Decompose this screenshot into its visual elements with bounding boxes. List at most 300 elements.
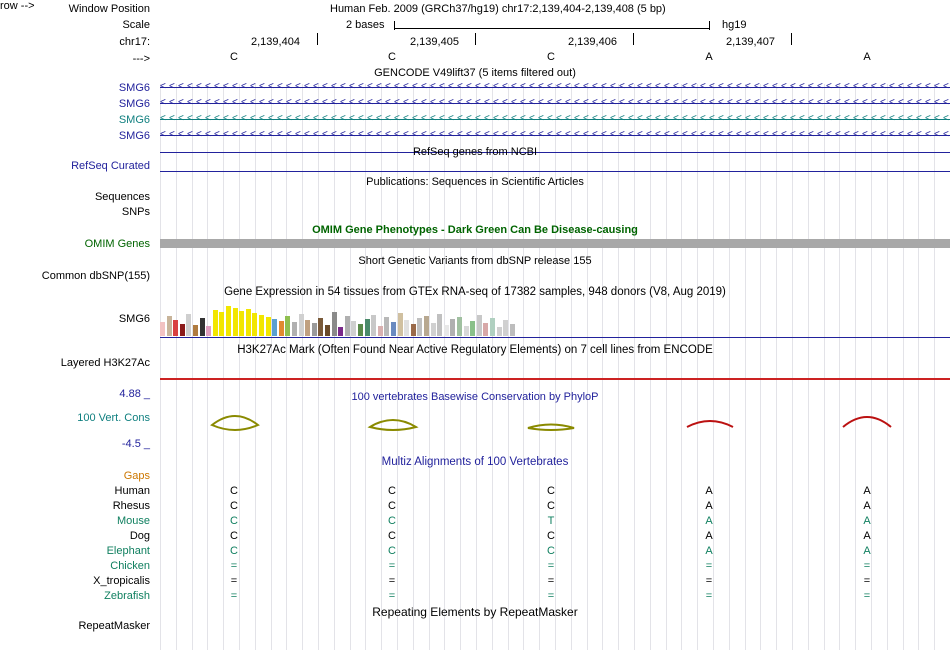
gtex-tissue-bar[interactable] (259, 315, 264, 336)
phylop-track-title: 100 vertebrates Basewise Conservation by PhyloP (351, 391, 599, 403)
gtex-tissue-bar[interactable] (431, 323, 436, 336)
strand-arrow-icon: < (718, 97, 724, 108)
strand-arrow-icon: < (601, 129, 607, 140)
strand-arrow-icon: < (241, 97, 247, 108)
strand-arrow-icon: < (520, 81, 526, 92)
gtex-tissue-bar[interactable] (279, 321, 284, 336)
strand-arrow-icon: < (880, 97, 886, 108)
strand-arrow-icon: < (880, 81, 886, 92)
scale-label: Scale (122, 19, 150, 31)
strand-arrow-icon: < (592, 81, 598, 92)
strand-arrow-icon: < (178, 113, 184, 124)
strand-arrow-icon: < (601, 113, 607, 124)
strand-arrow-icon: < (574, 113, 580, 124)
gtex-tissue-bar[interactable] (424, 316, 429, 336)
multiz-base: T (547, 515, 555, 527)
multiz-species-label[interactable]: Zebrafish (104, 590, 150, 602)
grid-line (476, 84, 477, 650)
strand-arrow-icon: < (574, 81, 580, 92)
gtex-tissue-bar[interactable] (272, 319, 277, 336)
h3k27ac-label[interactable]: Layered H3K27Ac (60, 357, 150, 369)
gtex-tissue-bar[interactable] (233, 308, 238, 336)
strand-arrow-icon: < (529, 113, 535, 124)
strand-arrow-icon: < (313, 129, 319, 140)
strand-arrow-icon: < (520, 129, 526, 140)
gtex-tissue-bar[interactable] (404, 320, 409, 336)
multiz-base: C (230, 485, 238, 497)
strand-arrow-icon: < (223, 113, 229, 124)
strand-arrow-icon: < (808, 129, 814, 140)
gtex-tissue-bar[interactable] (503, 320, 508, 336)
gtex-tissue-bar[interactable] (391, 322, 396, 336)
strand-arrow-icon: < (691, 129, 697, 140)
gtex-tissue-bar[interactable] (490, 318, 495, 336)
strand-arrow-icon: < (484, 81, 490, 92)
strand-arrow-icon: < (277, 97, 283, 108)
strand-arrow-icon: < (943, 81, 949, 92)
dbsnp-track-title: Short Genetic Variants from dbSNP release 155 (358, 255, 592, 267)
gtex-tissue-bar[interactable] (193, 325, 198, 336)
strand-arrow-icon: < (286, 97, 292, 108)
multiz-base: = (230, 560, 238, 572)
strand-arrow-icon: < (583, 113, 589, 124)
strand-arrow-icon: < (250, 81, 256, 92)
grid-line (634, 84, 635, 650)
strand-arrow-icon: < (448, 97, 454, 108)
multiz-species-label[interactable]: Rhesus (112, 500, 150, 512)
gtex-tissue-bar[interactable] (358, 324, 363, 336)
strand-arrow-icon: < (277, 129, 283, 140)
strand-arrow-icon: < (340, 81, 346, 92)
phylop-label[interactable]: 100 Vert. Cons (77, 412, 150, 424)
phylop-conservation-plot[interactable] (160, 405, 950, 440)
strand-arrow-icon: < (160, 97, 166, 108)
strand-arrow-icon: < (421, 81, 427, 92)
gtex-tissue-bar[interactable] (497, 327, 502, 336)
assembly-title: Human Feb. 2009 (GRCh37/hg19) chr17:2,139,404-2,139,408 (5 bp) (330, 3, 666, 15)
strand-arrow-icon: < (214, 129, 220, 140)
strand-arrow-icon: < (223, 97, 229, 108)
gaps-label[interactable]: Gaps (123, 470, 150, 482)
gtex-tissue-bar[interactable] (213, 310, 218, 336)
multiz-base: = (863, 560, 871, 572)
multiz-base: = (705, 590, 713, 602)
strand-arrow-icon: < (745, 129, 751, 140)
ruler-base: A (705, 51, 713, 63)
strand-arrow-icon: < (691, 113, 697, 124)
multiz-base: = (547, 590, 555, 602)
strand-arrow-icon: < (943, 97, 949, 108)
multiz-base: C (388, 485, 396, 497)
gtex-tissue-bar[interactable] (173, 320, 178, 336)
h3k27ac-baseline (160, 378, 950, 380)
strand-arrow-icon: < (835, 113, 841, 124)
gtex-tissue-bar[interactable] (365, 319, 370, 336)
strand-arrow-icon: < (898, 81, 904, 92)
multiz-species-label[interactable]: Dog (129, 530, 150, 542)
strand-arrow-icon: < (322, 113, 328, 124)
strand-arrow-icon: < (385, 81, 391, 92)
gtex-tissue-bar[interactable] (417, 318, 422, 336)
strand-arrow-icon: < (763, 81, 769, 92)
strand-arrow-icon: < (709, 81, 715, 92)
strand-arrow-icon: < (772, 97, 778, 108)
gtex-baseline (160, 337, 950, 338)
multiz-species-label[interactable]: Mouse (116, 515, 150, 527)
grid-line (255, 84, 256, 650)
strand-arrow-icon: < (844, 81, 850, 92)
gtex-tissue-bar[interactable] (371, 315, 376, 336)
strand-arrow-icon: < (457, 81, 463, 92)
strand-arrow-icon: < (898, 113, 904, 124)
strand-arrow-icon: < (502, 97, 508, 108)
gtex-tissue-bar[interactable] (457, 317, 462, 336)
gtex-tissue-bar[interactable] (470, 321, 475, 336)
strand-arrow-icon: < (889, 113, 895, 124)
multiz-base: = (863, 590, 871, 602)
strand-arrow-icon: < (457, 113, 463, 124)
strand-arrow-icon: < (286, 113, 292, 124)
strand-arrow-icon: < (358, 97, 364, 108)
gtex-tissue-bar[interactable] (206, 326, 211, 336)
strand-arrow-icon: < (556, 113, 562, 124)
strand-arrow-icon: < (610, 113, 616, 124)
strand-arrow-icon: < (664, 113, 670, 124)
gtex-tissue-bar[interactable] (299, 314, 304, 336)
strand-arrow-icon: < (835, 81, 841, 92)
gtex-tissue-bar[interactable] (437, 314, 442, 336)
strand-arrow-icon: < (673, 129, 679, 140)
gtex-tissue-bar[interactable] (252, 313, 257, 336)
strand-arrow-icon: < (808, 97, 814, 108)
strand-arrow-icon: < (169, 113, 175, 124)
strand-arrow-icon: < (196, 113, 202, 124)
multiz-track-title: Multiz Alignments of 100 Vertebrates (381, 456, 569, 468)
strand-arrow-icon: < (349, 113, 355, 124)
strand-arrow-icon: < (196, 81, 202, 92)
gtex-tissue-bar[interactable] (398, 313, 403, 336)
gtex-tissue-bar[interactable] (292, 322, 297, 336)
strand-arrow-icon: < (736, 81, 742, 92)
scale-bar (394, 28, 710, 29)
omim-track-title: OMIM Gene Phenotypes - Dark Green Can Be Disease-causing (312, 224, 638, 236)
strand-arrow-icon: < (934, 97, 940, 108)
strand-arrow-icon: < (232, 81, 238, 92)
strand-arrow-icon: < (835, 129, 841, 140)
strand-arrow-icon: < (421, 129, 427, 140)
multiz-base: C (230, 545, 238, 557)
repeatmasker-label[interactable]: RepeatMasker (78, 620, 150, 632)
strand-arrow-icon: < (178, 129, 184, 140)
strand-arrow-icon: < (268, 113, 274, 124)
strand-arrow-icon: < (601, 97, 607, 108)
strand-arrow-icon: < (466, 113, 472, 124)
multiz-base: C (388, 530, 396, 542)
strand-arrow-icon: < (943, 113, 949, 124)
gtex-tissue-bar[interactable] (332, 312, 337, 336)
strand-arrow-icon: < (232, 113, 238, 124)
strand-arrow-icon: < (538, 97, 544, 108)
strand-arrow-icon: < (547, 113, 553, 124)
strand-arrow-icon: < (421, 97, 427, 108)
strand-arrow-icon: < (358, 113, 364, 124)
strand-arrow-icon: < (250, 113, 256, 124)
strand-arrow-icon: < (772, 113, 778, 124)
multiz-base: A (705, 530, 713, 542)
strand-arrow-icon: < (331, 113, 337, 124)
strand-arrow-icon: < (583, 81, 589, 92)
strand-arrow-icon: < (160, 81, 166, 92)
omim-genes-label[interactable]: OMIM Genes (84, 238, 150, 250)
strand-arrow-icon: < (844, 97, 850, 108)
strand-arrow-icon: < (691, 97, 697, 108)
multiz-base: C (388, 500, 396, 512)
multiz-base: C (547, 545, 555, 557)
multiz-species-label[interactable]: X_tropicalis (93, 575, 150, 587)
strand-arrow-icon: < (916, 113, 922, 124)
gtex-tissue-bar[interactable] (219, 312, 224, 336)
gtex-tissue-bar[interactable] (464, 326, 469, 336)
strand-arrow-icon: < (313, 81, 319, 92)
strand-arrow-icon: < (223, 81, 229, 92)
publications-baseline (160, 171, 950, 172)
strand-arrow-icon: < (412, 97, 418, 108)
grid-line (365, 84, 366, 650)
strand-arrow-icon: < (754, 97, 760, 108)
strand-arrow-icon: < (205, 97, 211, 108)
strand-arrow-icon: < (727, 97, 733, 108)
strand-arrow-icon: < (934, 81, 940, 92)
gtex-tissue-bar[interactable] (266, 317, 271, 336)
strand-arrow-icon: < (898, 129, 904, 140)
strand-arrow-icon: < (502, 129, 508, 140)
strand-arrow-icon: < (709, 129, 715, 140)
strand-arrow-icon: < (556, 97, 562, 108)
strand-label: ---> (132, 53, 150, 65)
multiz-species-label[interactable]: Elephant (106, 545, 150, 557)
gtex-tissue-bar[interactable] (305, 320, 310, 336)
strand-arrow-icon: < (457, 129, 463, 140)
gencode-row-label[interactable]: SMG6 (118, 130, 150, 142)
strand-arrow-icon: < (394, 113, 400, 124)
gtex-tissue-bar[interactable] (239, 311, 244, 336)
strand-arrow-icon: < (349, 129, 355, 140)
strand-arrow-icon: < (169, 81, 175, 92)
multiz-base: A (705, 545, 713, 557)
h3k27ac-track-title: H3K27Ac Mark (Often Found Near Active Regulatory Elements) on 7 cell lines from ENCODE (237, 344, 713, 356)
multiz-base: C (388, 545, 396, 557)
strand-arrow-icon: < (412, 81, 418, 92)
strand-arrow-icon: < (412, 113, 418, 124)
grid-line (334, 84, 335, 650)
gtex-tissue-bar[interactable] (411, 324, 416, 336)
gtex-tissue-bar[interactable] (483, 323, 488, 336)
strand-arrow-icon: < (934, 113, 940, 124)
refseq-label[interactable]: RefSeq Curated (71, 160, 150, 172)
strand-arrow-icon: < (673, 97, 679, 108)
grid-line (318, 84, 319, 650)
strand-arrow-icon: < (871, 129, 877, 140)
strand-arrow-icon: < (889, 129, 895, 140)
strand-arrow-icon: < (673, 81, 679, 92)
strand-arrow-icon: < (619, 129, 625, 140)
grid-line (903, 84, 904, 650)
grid-line (681, 84, 682, 650)
multiz-base: A (863, 545, 871, 557)
strand-arrow-icon: < (862, 81, 868, 92)
strand-arrow-icon: < (520, 97, 526, 108)
strand-arrow-icon: < (538, 129, 544, 140)
strand-arrow-icon: < (187, 81, 193, 92)
strand-arrow-icon: < (889, 81, 895, 92)
multiz-species-label[interactable]: Human (114, 485, 150, 497)
gencode-row-label[interactable]: SMG6 (118, 82, 150, 94)
multiz-species-label[interactable]: Chicken (110, 560, 150, 572)
strand-arrow-icon: < (547, 129, 553, 140)
strand-arrow-icon: < (547, 97, 553, 108)
gtex-tissue-bar[interactable] (186, 314, 191, 336)
strand-arrow-icon: < (907, 97, 913, 108)
gtex-tissue-bar[interactable] (444, 325, 449, 336)
gtex-expression-bars[interactable] (160, 296, 560, 336)
strand-arrow-icon: < (412, 129, 418, 140)
gtex-tissue-bar[interactable] (246, 309, 251, 336)
gtex-tissue-bar[interactable] (318, 318, 323, 336)
gtex-tissue-bar[interactable] (312, 323, 317, 336)
strand-arrow-icon: < (331, 129, 337, 140)
strand-arrow-icon: < (547, 81, 553, 92)
multiz-base: A (705, 515, 713, 527)
gtex-tissue-bar[interactable] (450, 319, 455, 336)
strand-arrow-icon: < (799, 97, 805, 108)
multiz-base: A (863, 500, 871, 512)
strand-arrow-icon: < (853, 81, 859, 92)
multiz-base: A (705, 500, 713, 512)
strand-arrow-icon: < (610, 81, 616, 92)
strand-arrow-icon: < (466, 97, 472, 108)
strand-arrow-icon: < (556, 129, 562, 140)
strand-arrow-icon: < (394, 129, 400, 140)
strand-arrow-icon: < (925, 97, 931, 108)
grid-line (918, 84, 919, 650)
strand-arrow-icon: < (853, 129, 859, 140)
gencode-row-label[interactable]: SMG6 (118, 98, 150, 110)
strand-arrow-icon: < (358, 129, 364, 140)
strand-arrow-icon: < (601, 81, 607, 92)
grid-line (460, 84, 461, 650)
strand-arrow-icon: < (403, 81, 409, 92)
strand-arrow-icon: < (241, 81, 247, 92)
grid-line (413, 84, 414, 650)
gencode-row-label[interactable]: SMG6 (118, 114, 150, 126)
strand-arrow-icon: < (637, 129, 643, 140)
strand-arrow-icon: < (799, 81, 805, 92)
strand-arrow-icon: < (385, 129, 391, 140)
gtex-track-title: Gene Expression in 54 tissues from GTEx RNA-seq of 17382 samples, 948 donors (V8, Aug 2019) (224, 286, 726, 298)
strand-arrow-icon: < (718, 81, 724, 92)
snps-label[interactable]: SNPs (121, 206, 150, 218)
strand-arrow-icon: < (646, 97, 652, 108)
strand-arrow-icon: < (340, 97, 346, 108)
strand-arrow-icon: < (268, 129, 274, 140)
strand-arrow-icon: < (880, 113, 886, 124)
gtex-tissue-bar[interactable] (285, 316, 290, 336)
gtex-tissue-bar[interactable] (345, 316, 350, 336)
gtex-tissue-bar[interactable] (384, 317, 389, 336)
grid-line (160, 84, 161, 650)
publications-track-title: Publications: Sequences in Scientific Articles (366, 176, 584, 188)
strand-arrow-icon: < (898, 97, 904, 108)
sequences-label[interactable]: Sequences (94, 191, 150, 203)
strand-arrow-icon: < (484, 97, 490, 108)
gtex-tissue-bar[interactable] (200, 318, 205, 336)
gtex-gene-label[interactable]: SMG6 (118, 313, 150, 325)
strand-arrow-icon: < (394, 81, 400, 92)
strand-arrow-icon: < (214, 113, 220, 124)
strand-arrow-icon: < (682, 113, 688, 124)
strand-arrow-icon: < (583, 129, 589, 140)
strand-arrow-icon: < (403, 113, 409, 124)
grid-line (508, 84, 509, 650)
strand-arrow-icon: < (214, 81, 220, 92)
strand-arrow-icon: < (727, 81, 733, 92)
grid-line (697, 84, 698, 650)
strand-arrow-icon: < (448, 129, 454, 140)
strand-arrow-icon: < (664, 81, 670, 92)
strand-arrow-icon: < (772, 129, 778, 140)
strand-arrow-icon: < (727, 113, 733, 124)
gtex-tissue-bar[interactable] (477, 315, 482, 336)
strand-arrow-icon: < (250, 129, 256, 140)
strand-arrow-icon: < (304, 97, 310, 108)
chrom-label: chr17: (119, 36, 150, 48)
strand-arrow-icon: < (682, 81, 688, 92)
gtex-tissue-bar[interactable] (510, 324, 515, 336)
gtex-tissue-bar[interactable] (351, 321, 356, 336)
gtex-tissue-bar[interactable] (160, 322, 165, 336)
gtex-tissue-bar[interactable] (180, 324, 185, 336)
gtex-tissue-bar[interactable] (338, 327, 343, 336)
scale-value: 2 bases (346, 19, 385, 31)
strand-arrow-icon: < (637, 81, 643, 92)
gtex-tissue-bar[interactable] (378, 326, 383, 336)
strand-arrow-icon: < (358, 81, 364, 92)
strand-arrow-icon: < (205, 129, 211, 140)
dbsnp-label[interactable]: Common dbSNP(155) (41, 270, 150, 282)
grid-line (729, 84, 730, 650)
strand-arrow-icon: < (862, 113, 868, 124)
strand-arrow-icon: < (610, 97, 616, 108)
grid-line (666, 84, 667, 650)
omim-gene-bar[interactable] (160, 239, 950, 248)
grid-line (350, 84, 351, 650)
strand-arrow-icon: < (790, 97, 796, 108)
gtex-tissue-bar[interactable] (325, 325, 330, 336)
strand-arrow-icon: < (745, 97, 751, 108)
gencode-track-title: GENCODE V49lift37 (5 items filtered out) (374, 67, 576, 79)
strand-arrow-icon: < (565, 97, 571, 108)
strand-arrow-icon: < (322, 129, 328, 140)
grid-line (855, 84, 856, 650)
strand-arrow-icon: < (646, 113, 652, 124)
strand-arrow-icon: < (853, 113, 859, 124)
strand-arrow-icon: < (592, 97, 598, 108)
strand-arrow-icon: < (808, 113, 814, 124)
multiz-base: = (547, 560, 555, 572)
gtex-tissue-bar[interactable] (226, 306, 231, 336)
strand-arrow-icon: < (376, 81, 382, 92)
gtex-tissue-bar[interactable] (167, 316, 172, 336)
